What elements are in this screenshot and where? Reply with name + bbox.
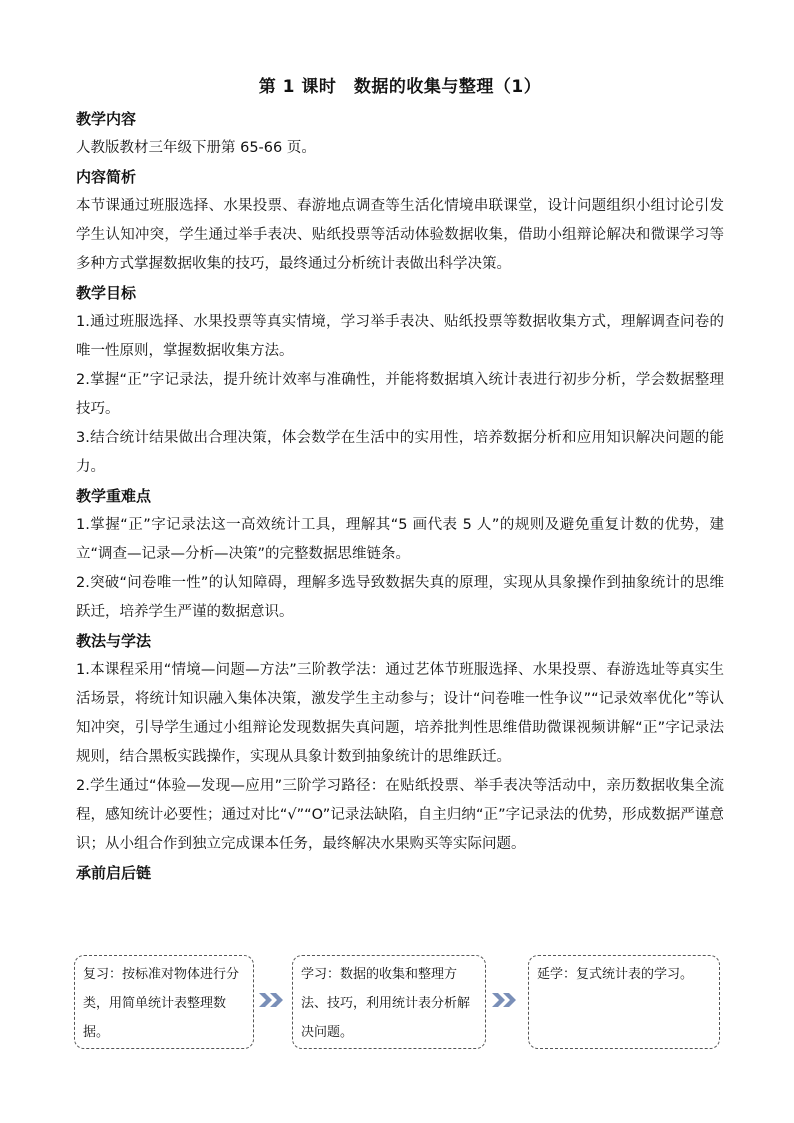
double-chevron-right-icon (259, 989, 285, 1011)
key-point-1: 1.掌握“正”字记录法这一高效统计工具，理解其“5 画代表 5 人”的规则及避免重复计数的优势，建立“调查—记录—分析—决策”的完整数据思维链条。 (76, 517, 724, 562)
teaching-content-text: 人教版教材三年级下册第 65-66 页。 (76, 140, 316, 156)
extend-box: 延学：复式统计表的学习。 (528, 955, 720, 1049)
content-analysis-text: 本节课通过班服选择、水果投票、春游地点调查等生活化情境串联课堂，设计问题组织小组讨论引发学生认知冲突，学生通过举手表决、贴纸投票等活动体验数据收集，借助小组辩论解决和微课学习等多种方式掌握数据收集的技巧，最终通过分析统计表做出科学决策。 (76, 198, 724, 272)
learning-chain-diagram (74, 953, 720, 1051)
heading-teaching-content: 教学内容 (76, 110, 137, 128)
goal-1: 1.通过班服选择、水果投票等真实情境，学习举手表决、贴纸投票等数据收集方式，理解调查问卷的唯一性原则，掌握数据收集方法。 (76, 314, 724, 359)
key-point-2: 2.突破“问卷唯一性”的认知障碍，理解多选导致数据失真的原理，实现从具象操作到抽象统计的思维跃迁，培养学生严谨的数据意识。 (76, 575, 724, 620)
review-box: 复习：按标准对物体进行分类，用简单统计表整理数据。 (74, 955, 254, 1049)
heading-methods: 教法与学法 (76, 632, 152, 650)
double-chevron-right-icon (492, 989, 518, 1011)
method-2: 2.学生通过“体验—发现—应用”三阶学习路径：在贴纸投票、举手表决等活动中，亲历数据收集全流程，感知统计必要性；通过对比“√”“O”记录法缺陷，自主归纳“正”字记录法的优势，形成数据严谨意识；从小组合作到独立完成课本任务，最终解决水果购买等实际问题。 (76, 778, 724, 852)
heading-content-analysis: 内容简析 (76, 168, 137, 186)
heading-chain: 承前启后链 (76, 864, 152, 882)
lesson-title: 第 1 课时 数据的收集与整理（1） (258, 77, 542, 97)
goal-3: 3.结合统计结果做出合理决策，体会数学在生活中的实用性，培养数据分析和应用知识解决问题的能力。 (76, 430, 724, 475)
heading-key-points: 教学重难点 (76, 487, 152, 505)
method-1: 1.本课程采用“情境—问题—方法”三阶教学法：通过艺体节班服选择、水果投票、春游选址等真实生活场景，将统计知识融入集体决策，激发学生主动参与；设计“问卷唯一性争议”“记录效率优化”等认知冲突，引导学生通过小组辩论发现数据失真问题，培养批判性思维借助微课视频讲解“正”字记录法规则，结合黑板实践操作，实现从具象计数到抽象统计的思维跃迁。 (76, 662, 724, 765)
study-box: 学习：数据的收集和整理方法、技巧，利用统计表分析解决问题。 (292, 955, 486, 1049)
heading-teaching-goals: 教学目标 (76, 284, 137, 302)
document-body (76, 75, 724, 888)
goal-2: 2.掌握“正”字记录法，提升统计效率与准确性，并能将数据填入统计表进行初步分析，学会数据整理技巧。 (76, 372, 724, 417)
